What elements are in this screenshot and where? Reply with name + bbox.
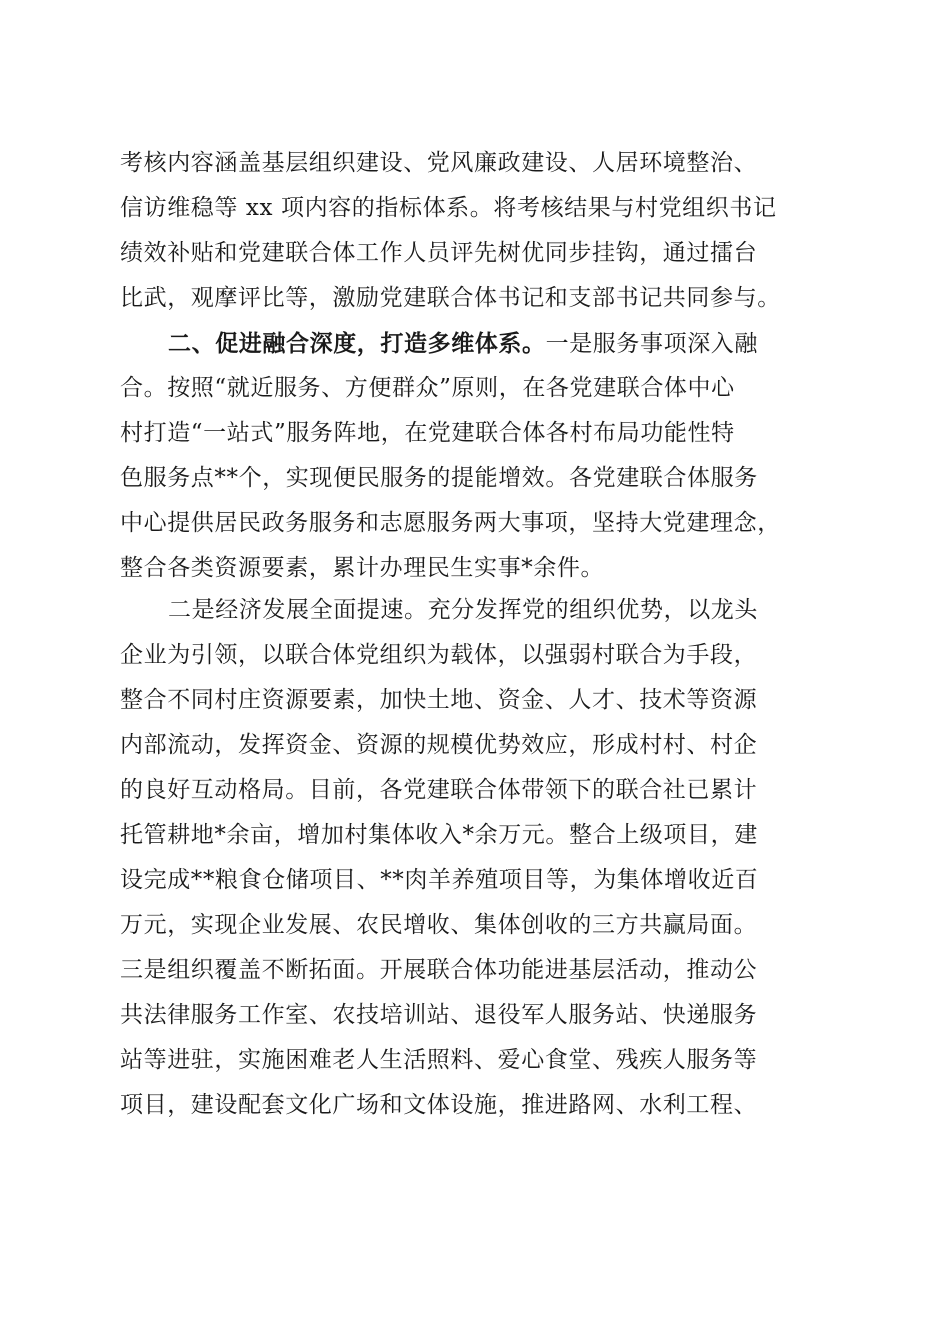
text-line: 整合各类资源要素，累计办理民生实事*余件。	[120, 555, 605, 581]
paragraph-section-two	[120, 321, 832, 591]
paragraph-assessment	[120, 141, 832, 321]
text-line: 托管耕地*余亩，增加村集体收入*余万元。整合上级项目，建	[120, 822, 758, 848]
text-line: 设完成**粮食仓储项目、**肉羊养殖项目等，为集体增收近百	[120, 867, 759, 893]
text-line: 比武，观摩评比等，激励党建联合体书记和支部书记共同参与。	[120, 285, 781, 311]
text-line	[120, 321, 832, 366]
paragraph-economic	[120, 588, 832, 1128]
text-line: 的良好互动格局。目前，各党建联合体带领下的联合社已累计	[120, 777, 758, 803]
text-line: 二是经济发展全面提速。充分发挥党的组织优势，以龙头	[168, 597, 758, 623]
text-line-tail: 一是服务事项深入融	[545, 331, 759, 357]
text-line: 考核内容涵盖基层组织建设、党风廉政建设、人居环境整治、	[120, 150, 758, 176]
text-line: 企业为引领，以联合体党组织为载体，以强弱村联合为手段，	[120, 642, 758, 668]
text-line: 共法律服务工作室、农技培训站、退役军人服务站、快递服务	[120, 1002, 758, 1028]
text-line: 合。按照“就近服务、方便群众”原则，在各党建联合体中心	[120, 375, 735, 401]
text-line: 整合不同村庄资源要素，加快土地、资金、人才、技术等资源	[120, 687, 758, 713]
text-line: 项目，建设配套文化广场和文体设施，推进路网、水利工程、	[120, 1092, 758, 1118]
text-line: 三是组织覆盖不断拓面。开展联合体功能进基层活动，推动公	[120, 957, 758, 983]
text-line: 万元，实现企业发展、农民增收、集体创收的三方共赢局面。	[120, 912, 758, 938]
text-line: 中心提供居民政务服务和志愿服务两大事项，坚持大党建理念，	[120, 510, 781, 536]
text-line: 站等进驻，实施困难老人生活照料、爱心食堂、残疾人服务等	[120, 1047, 758, 1073]
text-line: 色服务点**个，实现便民服务的提能增效。各党建联合体服务	[120, 465, 758, 491]
text-line: 绩效补贴和党建联合体工作人员评先树优同步挂钩，通过擂台	[120, 240, 758, 266]
text-line: 村打造“一站式”服务阵地，在党建联合体各村布局功能性特	[120, 420, 735, 446]
text-line: 信访维稳等 xx 项内容的指标体系。将考核结果与村党组织书记	[120, 195, 777, 221]
section-heading: 二、促进融合深度，打造多维体系。	[168, 330, 546, 357]
text-line: 内部流动，发挥资金、资源的规模优势效应，形成村村、村企	[120, 732, 758, 758]
